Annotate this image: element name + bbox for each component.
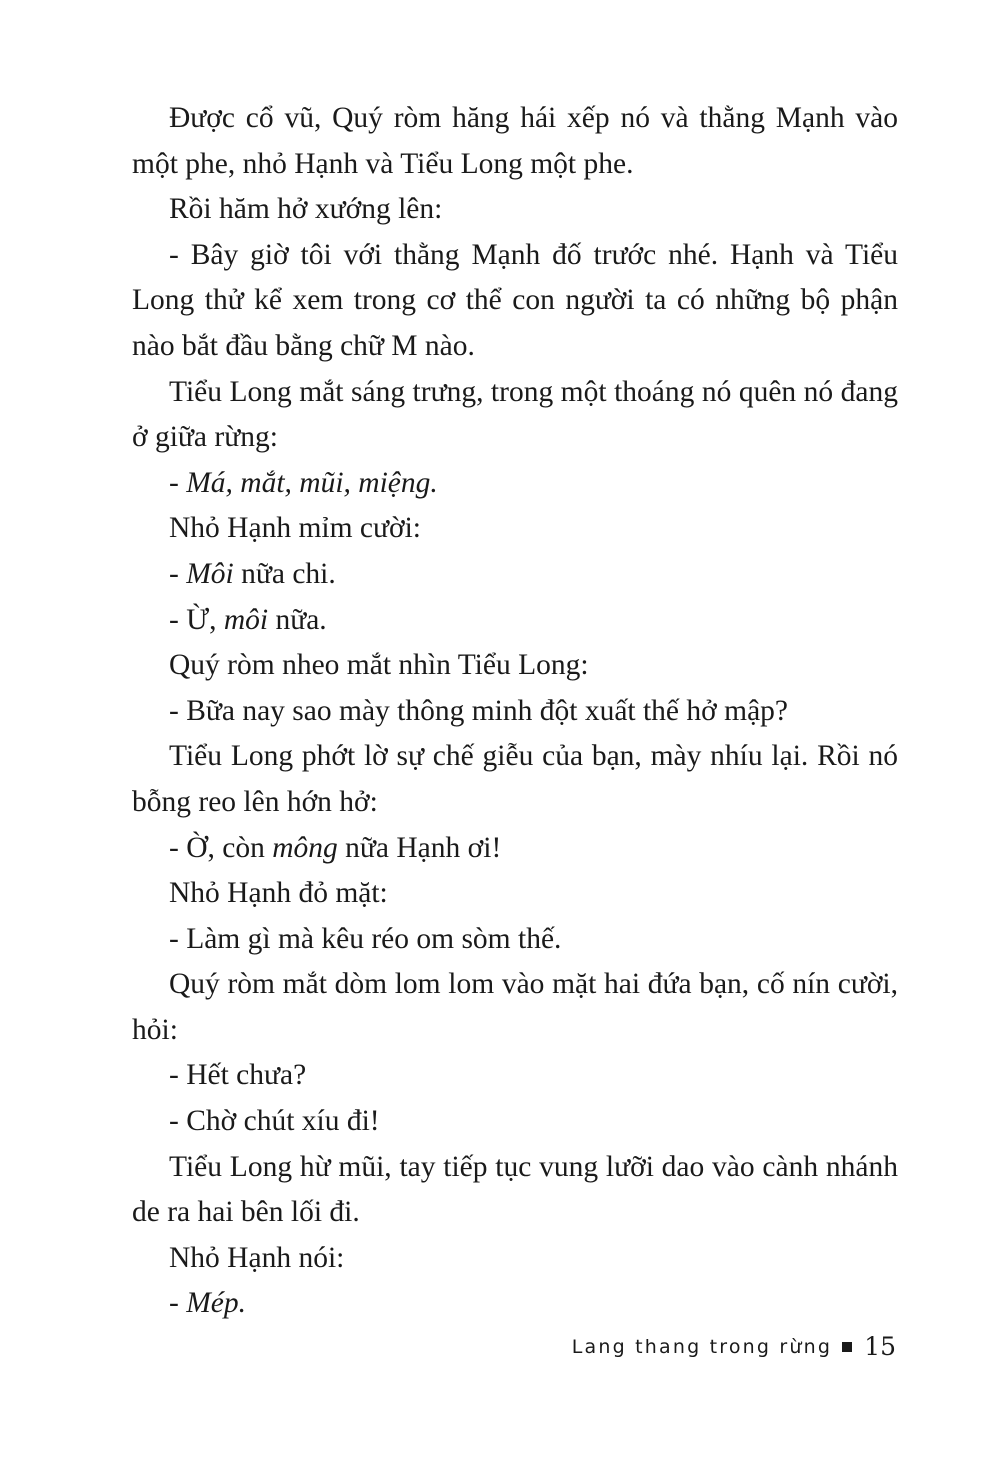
text-run: nữa. (268, 603, 327, 636)
paragraph (132, 1053, 898, 1099)
paragraph (132, 598, 898, 644)
paragraph (132, 1145, 898, 1236)
text-run: - (169, 557, 187, 590)
text-run: Tiểu Long mắt sáng trưng, trong một thoáng nó quên nó đang ở giữa rừng: (132, 375, 898, 454)
text-run: - Làm gì mà kêu réo om sòm thế. (169, 922, 562, 955)
paragraph (132, 962, 898, 1053)
text-run: - Bữa nay sao mày thông minh đột xuất thế hở mập? (169, 694, 789, 727)
paragraph (132, 552, 898, 598)
paragraph (132, 233, 898, 370)
italic-text: Môi (186, 557, 234, 590)
text-run: Nhỏ Hạnh đỏ mặt: (169, 877, 388, 910)
body-text (132, 96, 898, 1327)
italic-text: - Má, mắt, mũi, miệng. (169, 466, 438, 499)
italic-text: mông (272, 831, 338, 864)
paragraph (132, 1281, 898, 1327)
paragraph (132, 1236, 898, 1282)
square-bullet-icon (842, 1342, 852, 1352)
paragraph (132, 1099, 898, 1145)
text-run: - Hết chưa? (169, 1059, 307, 1092)
text-run: Nhỏ Hạnh nói: (169, 1241, 345, 1274)
italic-text: - Mép. (169, 1287, 246, 1320)
paragraph (132, 826, 898, 872)
paragraph (132, 506, 898, 552)
text-run: Tiểu Long hừ mũi, tay tiếp tục vung lưỡi dao vào cành nhánh de ra hai bên lối đi. (132, 1150, 898, 1229)
text-run: - Chờ chút xíu đi! (169, 1105, 380, 1138)
text-run: Rồi hăm hở xướng lên: (169, 193, 443, 226)
paragraph (132, 187, 898, 233)
paragraph (132, 734, 898, 825)
text-run: Được cổ vũ, Quý ròm hăng hái xếp nó và thằng Mạnh vào một phe, nhỏ Hạnh và Tiểu Long một phe. (132, 102, 898, 180)
text-run: - Ờ, còn (169, 831, 273, 864)
paragraph (132, 689, 898, 735)
text-run: Nhỏ Hạnh mỉm cười: (169, 512, 421, 545)
text-run: - Bây giờ tôi với thằng Mạnh đố trước nhé. Hạnh và Tiểu Long thử kể xem trong cơ thể con người ta có những bộ phận nào bắt đầu bằng chữ M nào. (132, 238, 898, 362)
paragraph (132, 643, 898, 689)
paragraph (132, 917, 898, 963)
text-run: - Ừ, (169, 603, 224, 636)
text-run: nữa chi. (233, 557, 336, 590)
running-title: Lang thang trong rừng (571, 1335, 833, 1358)
page-number: 15 (864, 1332, 896, 1361)
text-run: Tiểu Long phớt lờ sự chế giễu của bạn, mày nhíu lại. Rồi nó bỗng reo lên hớn hở: (132, 740, 898, 818)
paragraph (132, 461, 898, 507)
text-run: nữa Hạnh ơi! (337, 831, 502, 864)
page-footer (572, 1332, 896, 1361)
paragraph (132, 370, 898, 461)
text-run: Quý ròm mắt dòm lom lom vào mặt hai đứa bạn, cố nín cười, hỏi: (132, 968, 898, 1046)
italic-text: môi (223, 603, 269, 636)
paragraph (132, 96, 898, 187)
paragraph (132, 871, 898, 917)
text-run: Quý ròm nheo mắt nhìn Tiểu Long: (169, 649, 589, 682)
